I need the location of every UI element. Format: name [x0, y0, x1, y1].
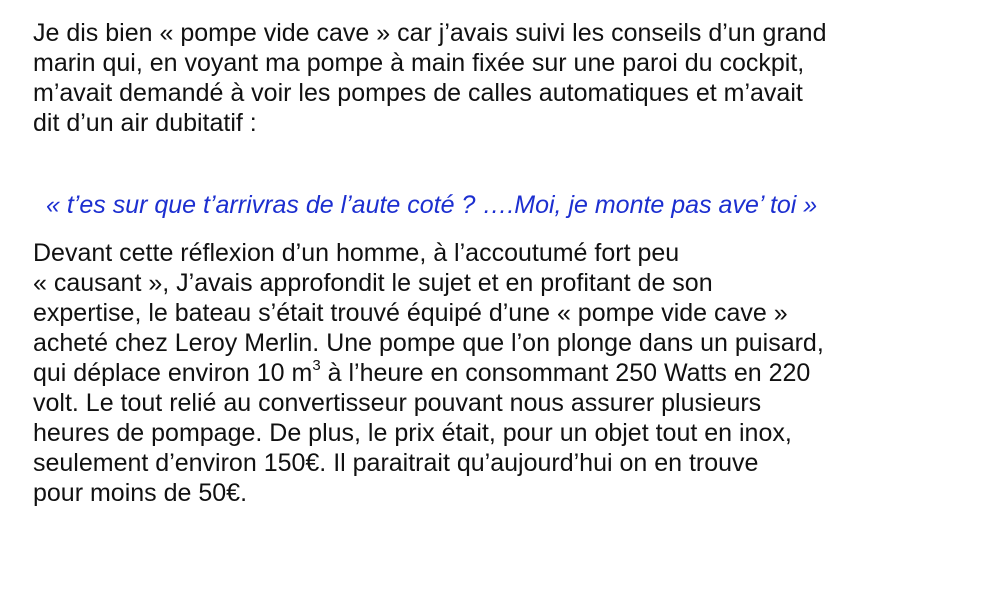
paragraph-body	[33, 238, 824, 508]
text-segment: qui déplace environ 10 m	[33, 359, 313, 387]
text-line: marin qui, en voyant ma pompe à main fixée sur une paroi du cockpit,	[33, 49, 805, 77]
text-line-with-exponent	[33, 358, 824, 388]
text-line: seulement d’environ 150€. Il paraitrait qu’aujourd’hui on en trouve	[33, 449, 759, 477]
text-line: m’avait demandé à voir les pompes de calles automatiques et m’avait	[33, 79, 803, 107]
text-line: expertise, le bateau s’était trouvé équipé d’une « pompe vide cave »	[33, 299, 788, 327]
text-line: « causant », J’avais approfondit le sujet et en profitant de son	[33, 269, 713, 297]
text-line: acheté chez Leroy Merlin. Une pompe que l’on plonge dans un puisard,	[33, 329, 824, 357]
text-line: Je dis bien « pompe vide cave » car j’avais suivi les conseils d’un grand	[33, 19, 827, 47]
paragraph-intro	[33, 18, 826, 138]
exponent: 3	[312, 356, 321, 374]
text-line: pour moins de 50€.	[33, 479, 248, 507]
text-segment: à l’heure en consommant 250 Watts en 220	[320, 359, 811, 387]
text-line: dit d’un air dubitatif :	[33, 109, 257, 137]
text-line: heures de pompage. De plus, le prix était, pour un objet tout en inox,	[33, 419, 792, 447]
text-line: volt. Le tout relié au convertisseur pouvant nous assurer plusieurs	[33, 389, 762, 417]
quote-line: « t’es sur que t’arrivras de l’aute coté ? ….Moi, je monte pas ave’ toi »	[46, 191, 818, 219]
text-line: Devant cette réflexion d’un homme, à l’accoutumé fort peu	[33, 239, 680, 267]
